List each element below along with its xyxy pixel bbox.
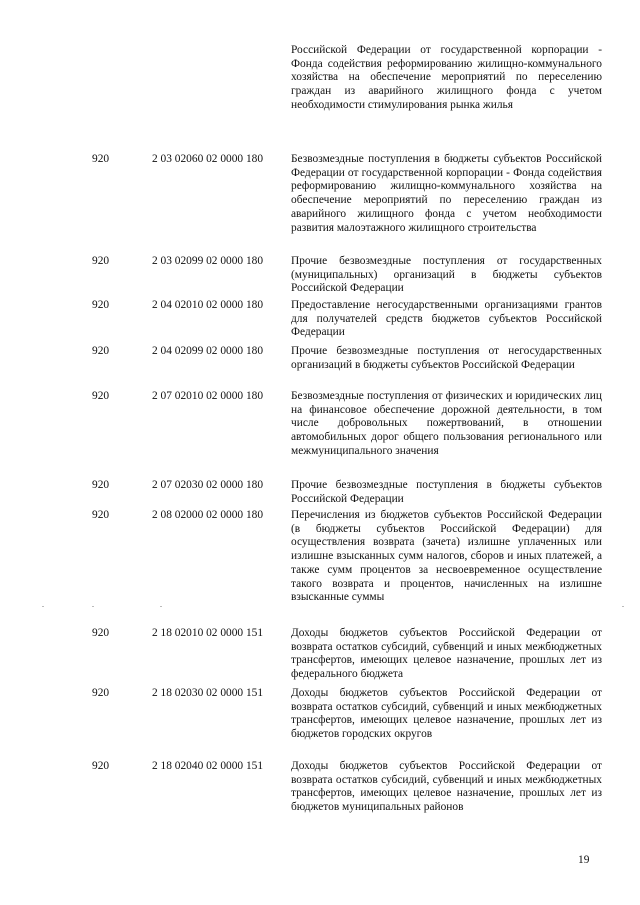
revenue-description: Доходы бюджетов субъектов Российской Федерации от возврата остатков субсидий, субвенций и иных межбюджетных трансфертов, имеющих целевое назначение, прошлых лет из бюджетов муниципальных районов <box>291 760 602 814</box>
revenue-description: Доходы бюджетов субъектов Российской Федерации от возврата остатков субсидий, субвенций и иных межбюджетных трансфертов, имеющих целевое назначение, прошлых лет из федерального бюджета <box>291 627 602 681</box>
admin-code: 920 <box>92 255 110 267</box>
revenue-code: 2 04 02099 02 0000 180 <box>152 345 264 357</box>
scan-speck <box>42 606 44 607</box>
revenue-code: 2 07 02030 02 0000 180 <box>152 479 264 491</box>
revenue-description: Предоставление негосударственными организациями грантов для получателей средств бюджетов субъектов Российской Федерации <box>291 299 602 339</box>
revenue-code: 2 07 02010 02 0000 180 <box>152 390 264 402</box>
admin-code: 920 <box>92 687 110 699</box>
page-number: 19 <box>578 854 590 866</box>
revenue-code: 2 03 02060 02 0000 180 <box>152 153 264 165</box>
revenue-code: 2 18 02040 02 0000 151 <box>152 760 264 772</box>
revenue-description: Безвозмездные поступления в бюджеты субъектов Российской Федерации от государственной корпорации - Фонда содействия реформированию жилищно-коммунального хозяйства на обеспечение мероприятий по переселению граждан из аварийного жилищного фонда с учетом необходимости развития малоэтажного жилищного строительства <box>291 153 602 234</box>
revenue-code: 2 04 02010 02 0000 180 <box>152 299 264 311</box>
admin-code: 920 <box>92 627 110 639</box>
revenue-code: 2 18 02010 02 0000 151 <box>152 627 264 639</box>
revenue-description: Перечисления из бюджетов субъектов Российской Федерации (в бюджеты субъектов Российской Федерации) для осуществления возврата (зачета) излишне уплаченных или излишне взысканных сумм налогов, сборов и иных платежей, а также сумм процентов за несвоевременное осуществление такого возврата и процентов, начисленных на излишне взысканные суммы <box>291 509 602 604</box>
scan-speck <box>622 606 624 607</box>
revenue-description: Прочие безвозмездные поступления от государственных (муниципальных) организаций в бюджеты субъектов Российской Федерации <box>291 255 602 295</box>
admin-code: 920 <box>92 760 110 772</box>
revenue-code: 2 08 02000 02 0000 180 <box>152 509 264 521</box>
admin-code: 920 <box>92 479 110 491</box>
admin-code: 920 <box>92 345 110 357</box>
admin-code: 920 <box>92 509 110 521</box>
revenue-description: Прочие безвозмездные поступления в бюджеты субъектов Российской Федерации <box>291 479 602 505</box>
scan-speck <box>160 606 162 607</box>
admin-code: 920 <box>92 299 110 311</box>
revenue-description: Доходы бюджетов субъектов Российской Федерации от возврата остатков субсидий, субвенций и иных межбюджетных трансфертов, имеющих целевое назначение, прошлых лет из бюджетов городских округов <box>291 687 602 741</box>
revenue-code: 2 18 02030 02 0000 151 <box>152 687 264 699</box>
admin-code: 920 <box>92 390 110 402</box>
revenue-description: Прочие безвозмездные поступления от негосударственных организаций в бюджеты субъектов Российской Федерации <box>291 345 602 371</box>
revenue-description: Российской Федерации от государственной корпорации - Фонда содействия реформированию жилищно-коммунального хозяйства на обеспечение мероприятий по переселению граждан из аварийного жилищного фонда с учетом необходимости стимулирования рынка жилья <box>291 44 602 111</box>
revenue-description: Безвозмездные поступления от физических и юридических лиц на финансовое обеспечение дорожной деятельности, в том числе добровольных пожертвований, в отношении автомобильных дорог общего пользования регионального или межмуниципального значения <box>291 390 602 457</box>
revenue-code: 2 03 02099 02 0000 180 <box>152 255 264 267</box>
scan-speck <box>92 606 94 607</box>
admin-code: 920 <box>92 153 110 165</box>
